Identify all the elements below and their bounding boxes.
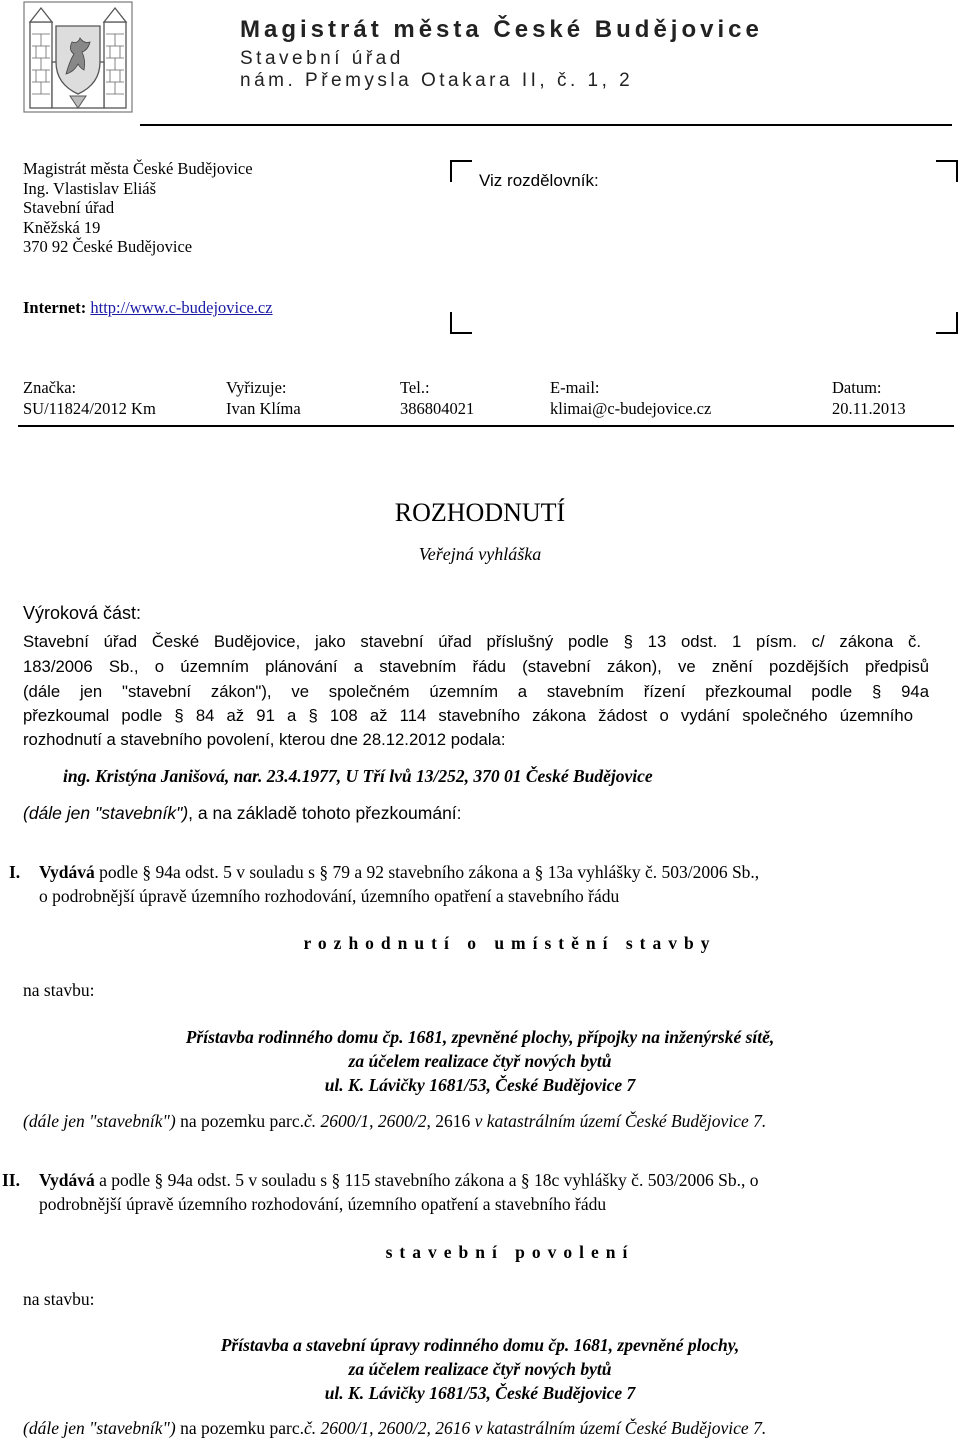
office-department: Stavební úřad <box>240 48 404 69</box>
applicant-note-rest: , a na základě tohoto přezkoumání: <box>188 803 462 823</box>
info-label: Vyřizuje: <box>226 378 287 397</box>
item1-label: na stavbu: <box>23 980 95 1000</box>
item2-number: II. <box>2 1170 20 1190</box>
item2-note-italic: (dále jen "stavebník") <box>23 1418 176 1438</box>
item1-building-line: ul. K. Lávičky 1681/53, České Budějovice 7 <box>324 1075 636 1095</box>
address-corner-tr <box>936 160 958 182</box>
item1-decision: rozhodnutí o umístění stavby <box>303 933 717 953</box>
info-rule <box>18 425 954 427</box>
document-date: 20.11.2013 <box>832 399 906 418</box>
applicant-note-italic: (dále jen "stavebník") <box>23 803 189 823</box>
item1-note-tail: v katastrálním území České Budějovice 7. <box>474 1111 767 1131</box>
document-title: ROZHODNUTÍ <box>394 498 566 527</box>
item1-note <box>23 1111 766 1132</box>
recipient-label: Viz rozdělovník: <box>479 171 599 190</box>
item1-line2: o podrobnější úpravě územního rozhodování, územního opatření a stavebního řádu <box>39 886 620 906</box>
website-link[interactable]: http://www.c-budejovice.cz <box>90 298 273 317</box>
info-label: Tel.: <box>400 378 430 397</box>
applicant: ing. Kristýna Janišová, nar. 23.4.1977, U Tří lvů 13/252, 370 01 České Budějovice <box>63 766 653 786</box>
applicant-note <box>23 803 462 824</box>
phone-number: 386804021 <box>400 399 475 418</box>
handler-name: Ivan Klíma <box>226 399 301 418</box>
office-title: Magistrát města České Budějovice <box>240 16 763 43</box>
item1-building-line: Přístavba rodinného domu čp. 1681, zpevněné plochy, přípojky na inženýrské sítě, <box>185 1027 775 1047</box>
address-corner-bl <box>450 312 472 334</box>
city-coat-of-arms-logo <box>20 0 136 116</box>
item2-building-line: za účelem realizace čtyř nových bytů <box>348 1359 612 1379</box>
item1-number: I. <box>9 862 21 882</box>
address-corner-tl <box>450 160 472 182</box>
item1-note-italic: (dále jen "stavebník") <box>23 1111 176 1131</box>
item1-line1-text: podle § 94a odst. 5 v souladu s § 79 a 92 stavebního zákona a § 13a vyhlášky č. 503/2006 Sb., <box>94 862 760 882</box>
item2-verb: Vydává <box>39 1170 95 1190</box>
item1-note-comma: , <box>426 1111 431 1131</box>
item2-label: na stavbu: <box>23 1289 95 1309</box>
item1-building-line: za účelem realizace čtyř nových bytů <box>348 1051 612 1071</box>
sender-line: Stavební úřad <box>23 198 115 217</box>
item2-note-mid: na pozemku parc. <box>175 1418 304 1438</box>
info-label: E-mail: <box>550 378 600 397</box>
sender-line: Kněžská 19 <box>23 217 101 237</box>
paragraph-line: přezkoumal podle § 84 až 91 a § 108 až 114 stavebního zákona žádost o vydání společného územního <box>23 706 913 725</box>
info-label: Datum: <box>832 378 882 397</box>
sender-line: Magistrát města České Budějovice <box>23 159 253 178</box>
item1-line1 <box>39 862 759 883</box>
item1-verb: Vydává <box>39 862 95 882</box>
item2-building-line: ul. K. Lávičky 1681/53, České Budějovice 7 <box>324 1383 636 1403</box>
sender-line: Ing. Vlastislav Eliáš <box>23 178 157 198</box>
office-address: nám. Přemysla Otakara II, č. 1, 2 <box>240 70 634 91</box>
item1-note-c: č. <box>303 1111 317 1131</box>
internet-row <box>23 298 273 318</box>
item1-note-mid: na pozemku parc. <box>175 1111 304 1131</box>
item2-note-tail: 2600/1, 2600/2, 2616 v katastrálním území České Budějovice 7. <box>316 1418 767 1438</box>
item2-note <box>23 1418 766 1439</box>
document-subtitle: Veřejná vyhláška <box>418 544 542 564</box>
item2-note-c: č. <box>303 1418 317 1438</box>
item2-line1-text: a podle § 94a odst. 5 v souladu s § 115 stavebního zákona a § 18c vyhlášky č. 503/2006 Sb., o <box>94 1170 759 1190</box>
item1-note-plain: 2616 <box>430 1111 475 1131</box>
paragraph-line: rozhodnutí a stavebního povolení, kterou dne 28.12.2012 podala: <box>23 730 506 749</box>
sender-line: 370 92 České Budějovice <box>23 237 193 256</box>
section-heading: Výroková část: <box>23 603 142 623</box>
internet-label: Internet: <box>23 298 87 317</box>
header-rule <box>140 124 952 126</box>
paragraph-line: 183/2006 Sb., o územním plánování a stavebním řádu (stavební zákon), ve znění pozdějších předpisů <box>23 657 929 676</box>
item1-note-nums: 2600/1, 2600/2 <box>316 1111 427 1131</box>
file-reference: SU/11824/2012 Km <box>23 399 156 418</box>
sender-block <box>23 159 253 257</box>
paragraph-line: Stavební úřad České Budějovice, jako stavební úřad příslušný podle § 13 odst. 1 písm. c/ zákona č. <box>23 632 921 651</box>
info-row <box>0 378 960 426</box>
info-label: Značka: <box>23 378 77 397</box>
address-corner-br <box>936 312 958 334</box>
item2-building-line: Přístavba a stavební úpravy rodinného domu čp. 1681, zpevněné plochy, <box>220 1335 740 1355</box>
paragraph-line: (dále jen "stavební zákon"), ve společném územním a stavebním řízení přezkoumal podle § 94a <box>23 682 929 701</box>
email-address: klimai@c-budejovice.cz <box>550 399 712 418</box>
item2-decision: stavební povolení <box>385 1242 635 1262</box>
item2-line2: podrobnější úpravě územního rozhodování, územního opatření a stavebního řádu <box>39 1194 607 1214</box>
item2-line1 <box>39 1170 759 1191</box>
